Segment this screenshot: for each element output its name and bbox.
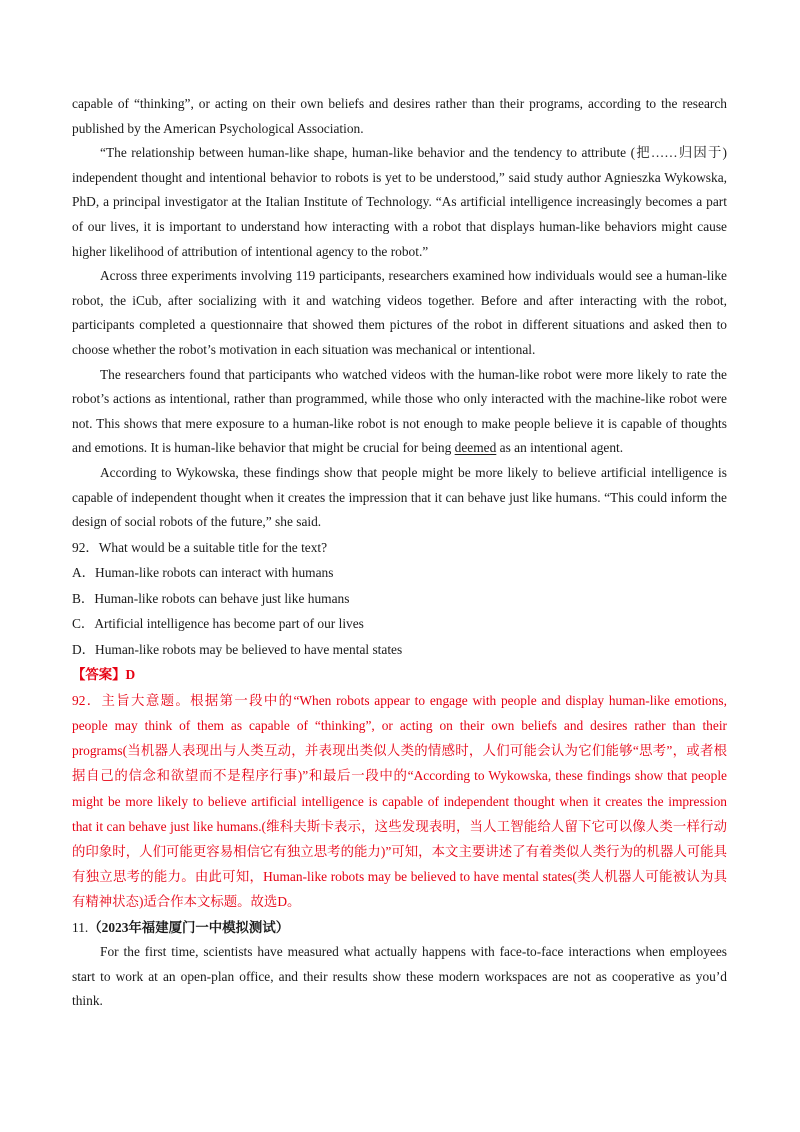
question-number: 11. <box>72 919 89 935</box>
paragraph-text-before: The researchers found that participants who watched videos with the human-like robot were more likely to rate the robot’s actions as intentional, rather than programmed, while those who only interacted with the machine-like robot were not. This shows that mere exposure to a human-like robot is not enough to make people believe it is capable of thoughts and emotions. It is human-like behavior that might be crucial for being <box>72 366 727 456</box>
next-question-heading <box>72 915 727 941</box>
passage-paragraph-2: “The relationship between human-like shape, human-like behavior and the tendency to attribute (把……归因于) independent thought and intentional behavior to robots is yet to be understood,” said study author Agnieszka Wykowska, PhD, a principal investigator at the Italian Institute of Technology. “As artificial intelligence increasingly becomes a part of our lives, it is important to understand how interacting with a robot that displays human-like behaviors might cause higher likelihood of attribution of intentional agency to the robot.” <box>72 145 727 259</box>
option-b: B．Human-like robots can behave just like humans <box>72 590 350 606</box>
question-stem: 92．What would be a suitable title for the text? <box>72 539 328 555</box>
answer-label: 【答案】D <box>72 667 136 683</box>
passage-paragraph-4 <box>72 363 727 461</box>
underlined-word: deemed <box>454 440 497 456</box>
option-c: C．Artificial intelligence has become part of our lives <box>72 616 364 632</box>
answer-explanation: 92．主旨大意题。根据第一段中的“When robots appear to engage with people and display human-like emotions, people may think of them as capable of “thinking”, or acting on their own beliefs and desires rather than their programs(当机器人表现出与人类互动，并表现出类似人类的情感时，人们可能会认为它们能够“思考”，或者根据自己的信念和欲望而不是程序行事)”和最后一段中的“According to Wykowska, these findings show that people might be more likely to believe artificial intelligence is capable of independent thought when it creates the impression that it can behave just like humans.(维科夫斯卡表示，这些发现表明，当人工智能给人留下它可以像人类一样行动的印象时，人们可能更容易相信它有独立思考的能力)”可知，本文主要讲述了有着类似人类行为的机器人可能具有独立思考的能力。由此可知，Human-like robots may be believed to have mental states(类人机器人可能被认为具有精神状态)适合作本文标题。故选D。 <box>72 692 727 910</box>
passage-paragraph-5: According to Wykowska, these findings show that people might be more likely to believe artificial intelligence is capable of independent thought when it creates the impression that it can behave just like humans. “This could inform the design of social robots of the future,” she said. <box>72 464 727 530</box>
passage-paragraph-3: Across three experiments involving 119 participants, researchers examined how individuals would see a human-like robot, the iCub, after socializing with it and watching videos together. Before and after interacting with the robot, participants completed a questionnaire that showed them pictures of the robot in different situations and asked then to choose whether the robot’s motivation in each situation was mechanical or intentional. <box>72 268 727 357</box>
option-d: D．Human-like robots may be believed to have mental states <box>72 641 403 657</box>
next-passage-paragraph: For the first time, scientists have measured what actually happens with face-to-face interactions when employees start to work at an open-plan office, and their results show these modern workspaces are not as cooperative as you’d think. <box>72 944 727 1009</box>
question-source: （2023年福建厦门一中模拟测试） <box>88 919 290 935</box>
paragraph-text-after: as an intentional agent. <box>496 440 624 456</box>
option-a: A．Human-like robots can interact with humans <box>72 565 334 581</box>
content <box>72 92 727 1014</box>
passage-paragraph-1: capable of “thinking”, or acting on their own beliefs and desires rather than their programs, according to the research published by the American Psychological Association. <box>72 96 727 136</box>
